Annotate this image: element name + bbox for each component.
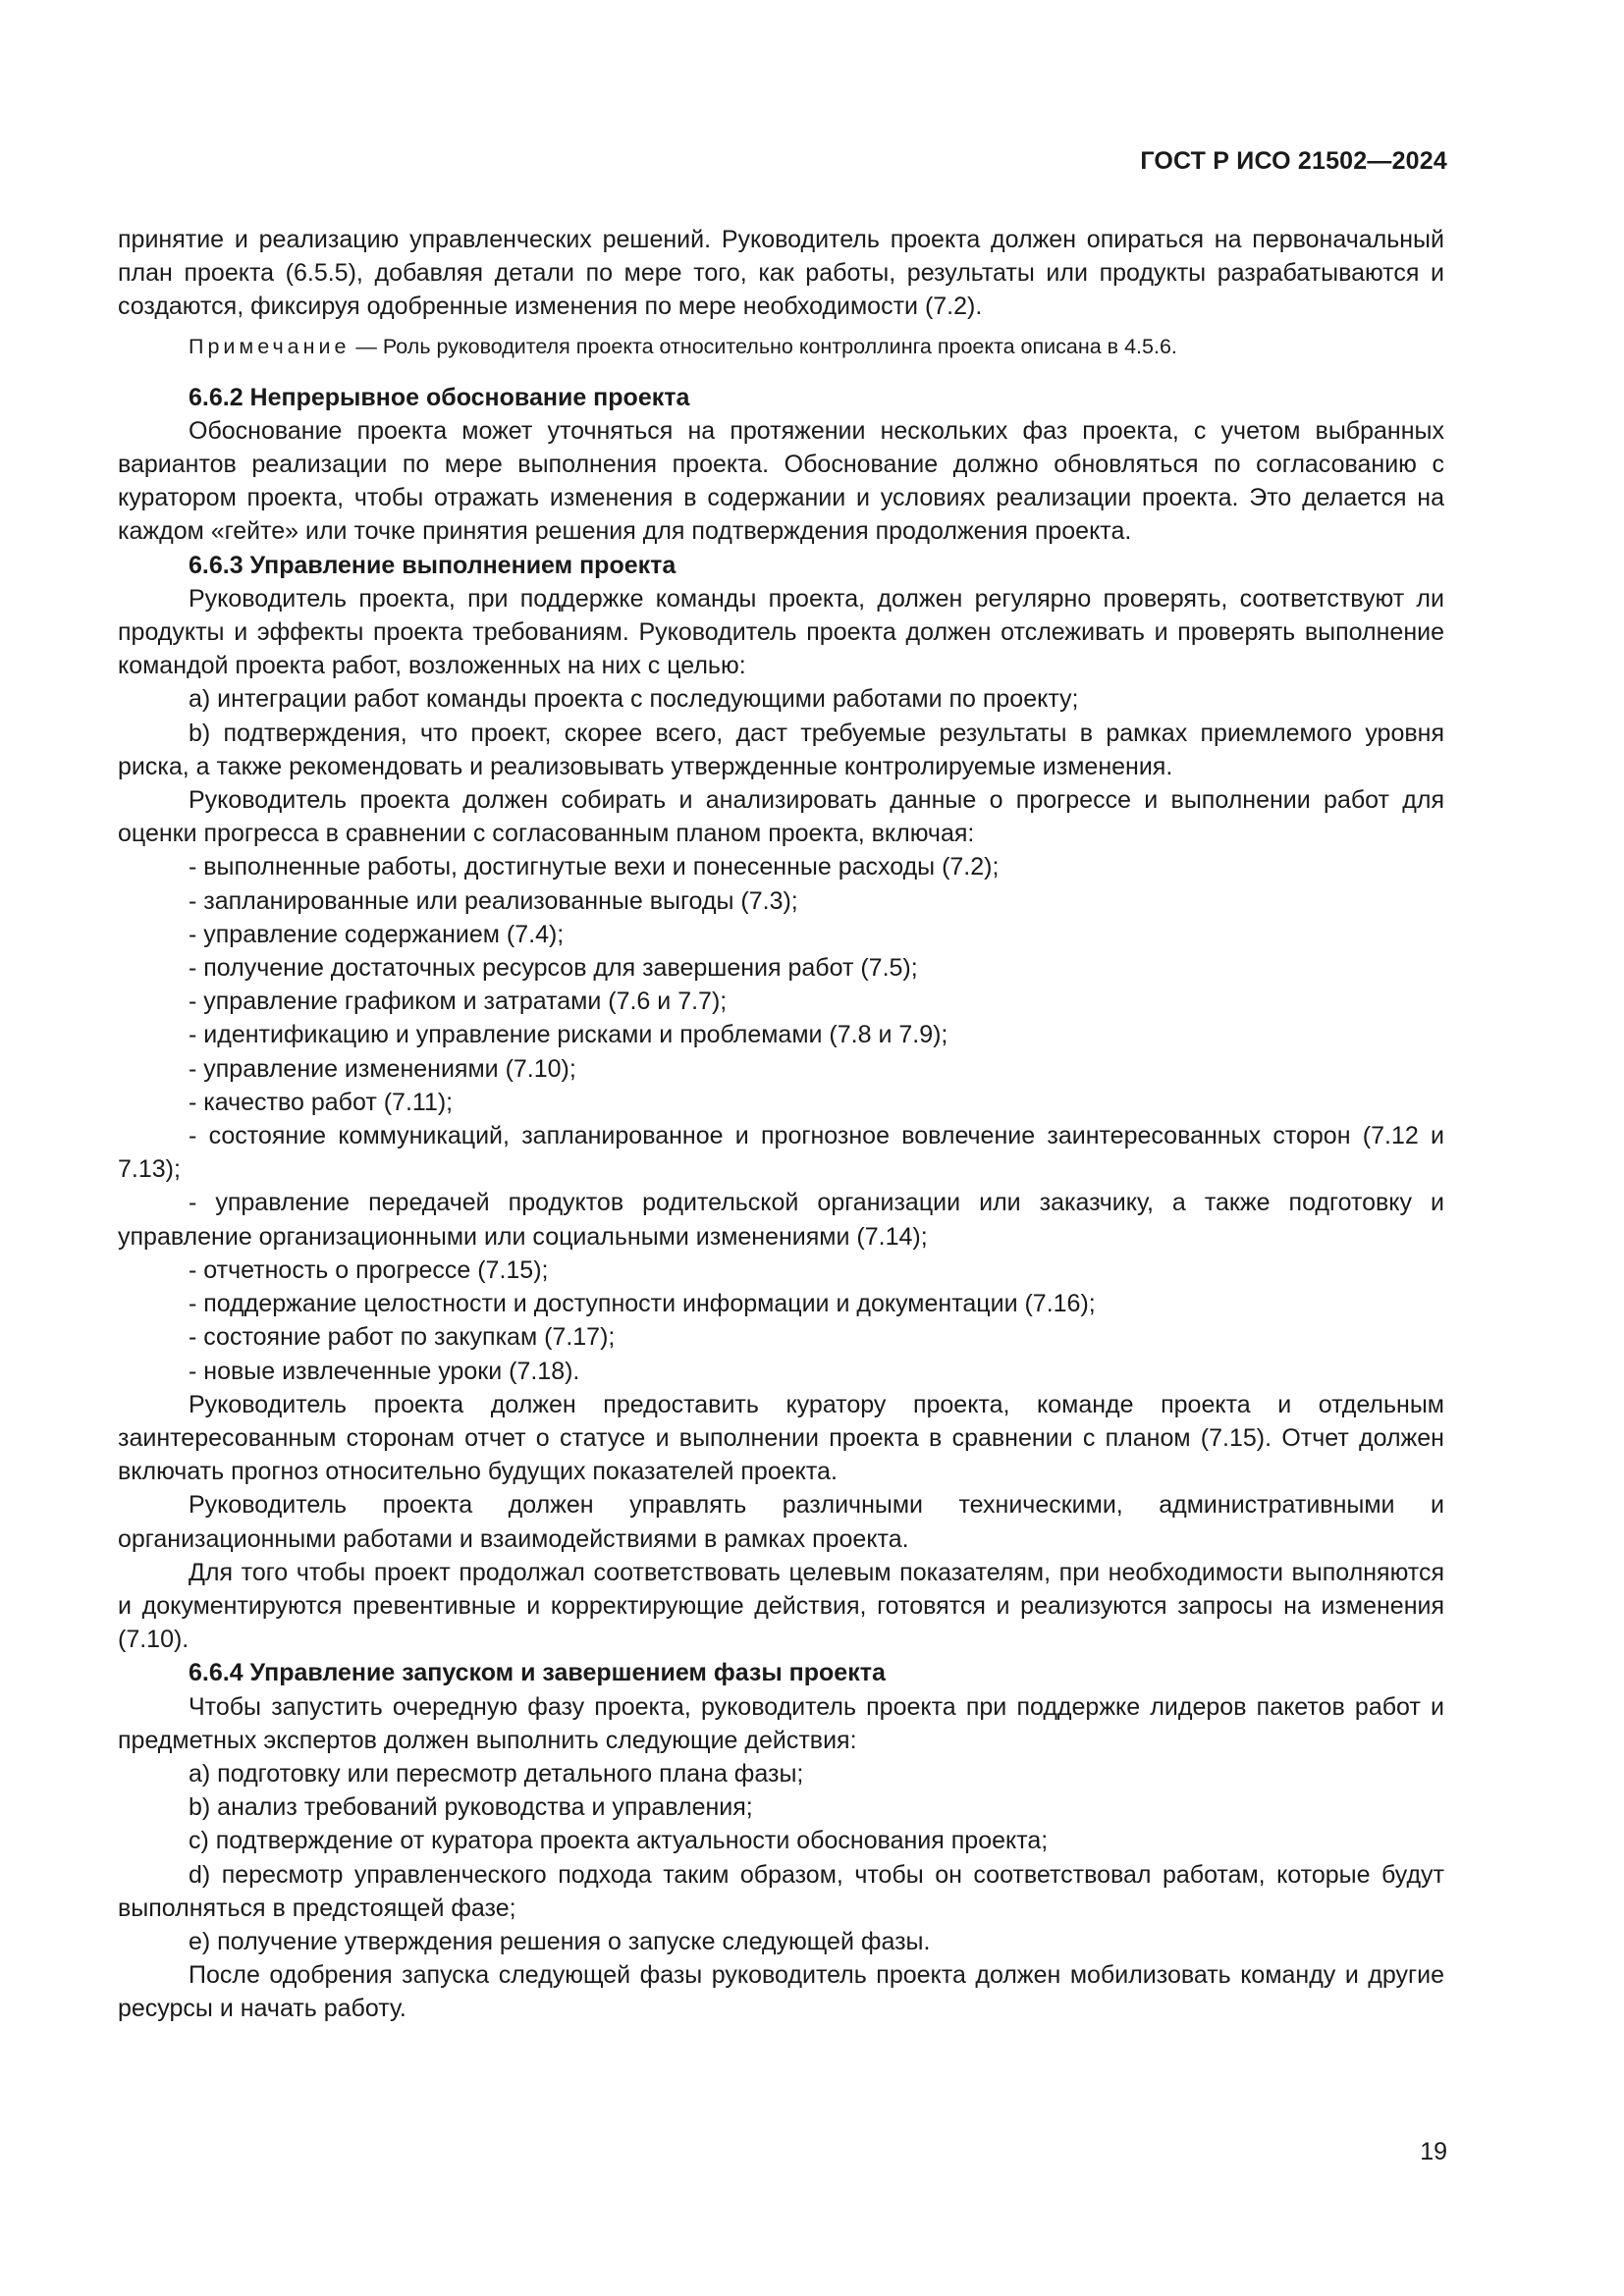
bullet-item: - идентификацию и управление рисками и проблемами (7.8 и 7.9); [189, 1021, 948, 1049]
bullet-item: - отчетность о прогрессе (7.15); [189, 1255, 549, 1284]
body-text [118, 223, 1444, 2026]
bullet-item: - управление содержанием (7.4); [189, 920, 565, 948]
list-item: d) пересмотр управленческого подхода таким образом, чтобы он соответствовал работам, которые будут выполняться в предстоящей фазе; [118, 1860, 1444, 1922]
bullet-item: - запланированные или реализованные выгоды (7.3); [189, 886, 798, 915]
bullet-item: - состояние работ по закупкам (7.17); [189, 1323, 616, 1352]
bullet-item: - поддержание целостности и доступности информации и документации (7.16); [189, 1290, 1096, 1318]
list-item: e) получение утверждения решения о запуске следующей фазы. [189, 1927, 931, 1955]
note-text: — Роль руководителя проекта относительно контроллинга проекта описана в 4.5.6. [350, 334, 1177, 358]
note-label: Примечание [189, 334, 351, 358]
note [118, 332, 1444, 361]
paragraph: Руководитель проекта, при поддержке команды проекта, должен регулярно проверять, соответствуют ли продукты и эффекты проекта требованиям. Руководитель проекта должен отслеживать и проверять выполнение командой проекта работ, возложенных на них с целью: [118, 584, 1444, 680]
standard-designation: ГОСТ Р ИСО 21502—2024 [1140, 147, 1447, 175]
paragraph: После одобрения запуска следующей фазы руководитель проекта должен мобилизовать команду и другие ресурсы и начать работу. [118, 1961, 1444, 2023]
bullet-item: - выполненные работы, достигнутые вехи и понесенные расходы (7.2); [189, 853, 1000, 881]
section-heading-6-6-3: 6.6.3 Управление выполнением проекта [189, 551, 677, 579]
bullet-item: - получение достаточных ресурсов для завершения работ (7.5); [189, 954, 918, 983]
list-item: a) подготовку или пересмотр детального плана фазы; [189, 1759, 804, 1788]
paragraph: Обоснование проекта может уточняться на протяжении нескольких фаз проекта, с учетом выбранных вариантов реализации по мере выполнения проекта. Обоснование должно обновляться по согласованию с куратором проекта, чтобы отражать изменения в содержании и условиях реализации проекта. Это делается на каждом «гейте» или точке принятия решения для подтверждения продолжения проекта. [118, 416, 1444, 546]
bullet-item: - новые извлеченные уроки (7.18). [189, 1357, 580, 1385]
bullet-item: - управление передачей продуктов родительской организации или заказчику, а также подготовку и управление организационными или социальными изменениями (7.14); [118, 1189, 1444, 1251]
section-heading-6-6-2: 6.6.2 Непрерывное обоснование проекта [189, 383, 690, 411]
intro-paragraph: принятие и реализацию управленческих решений. Руководитель проекта должен опираться на первоначальный план проекта (6.5.5), добавляя детали по мере того, как работы, результаты или продукты разрабатываются и создаются, фиксируя одобренные изменения по мере необходимости (7.2). [118, 226, 1444, 321]
paragraph: Чтобы запустить очередную фазу проекта, руководитель проекта при поддержке лидеров пакетов работ и предметных экспертов должен выполнить следующие действия: [118, 1692, 1444, 1754]
list-item: c) подтверждение от куратора проекта актуальности обоснования проекта; [189, 1827, 1049, 1855]
list-item: a) интеграции работ команды проекта с последующими работами по проекту; [189, 685, 1079, 714]
paragraph: Руководитель проекта должен управлять различными техническими, административными и организационными работами и взаимодействиями в рамках проекта. [118, 1491, 1444, 1553]
bullet-item: - управление изменениями (7.10); [189, 1054, 576, 1083]
bullet-item: - качество работ (7.11); [189, 1088, 454, 1116]
page-number: 19 [1420, 2138, 1447, 2165]
paragraph: Руководитель проекта должен предоставить куратору проекта, команде проекта и отдельным заинтересованным сторонам отчет о статусе и выполнении проекта в сравнении с планом (7.15). Отчет должен включать прогноз относительно будущих показателей проекта. [118, 1390, 1444, 1486]
bullet-item: - состояние коммуникаций, запланированное и прогнозное вовлечение заинтересованных сторон (7.12 и 7.13); [118, 1122, 1444, 1184]
section-heading-6-6-4: 6.6.4 Управление запуском и завершением фазы проекта [189, 1659, 886, 1687]
list-item: b) подтверждения, что проект, скорее всего, даст требуемые результаты в рамках приемлемого уровня риска, а также рекомендовать и реализовывать утвержденные контролируемые изменения. [118, 719, 1444, 780]
paragraph: Для того чтобы проект продолжал соответствовать целевым показателям, при необходимости выполняются и документируются превентивные и корректирующие действия, готовятся и реализуются запросы на изменения (7.10). [118, 1558, 1444, 1654]
bullet-item: - управление графиком и затратами (7.6 и 7.7); [189, 988, 728, 1016]
paragraph: Руководитель проекта должен собирать и анализировать данные о прогрессе и выполнении работ для оценки прогресса в сравнении с согласованным планом проекта, включая: [118, 786, 1444, 848]
list-item: b) анализ требований руководства и управления; [189, 1793, 753, 1822]
